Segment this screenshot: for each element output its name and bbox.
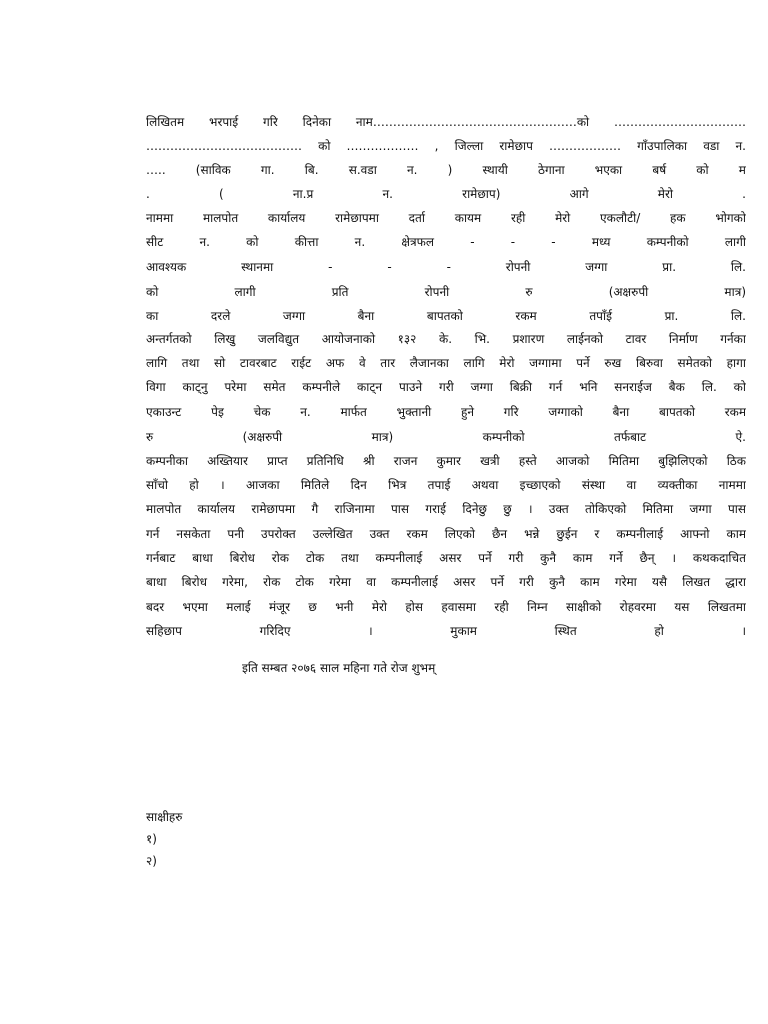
paragraph-line-14: रु (अक्षरुपी मात्र) कम्पनीको तर्फबाट ऐ. — [146, 430, 746, 444]
paragraph-line-20: बाधा बिरोध गरेमा, रोक टोक गरेमा वा कम्पनीलाई असर पर्ने गरी कुनै काम गरेमा यसै लिखत द्धारा — [146, 575, 746, 589]
paragraph-line-1: लिखितम भरपाई गरि दिनेका नाम……………………………………………को …………………………… — [146, 115, 746, 129]
paragraph-line-10: अन्तर्गतको लिखु जलविद्युत आयोजनाको १३२ के. भि. प्रशारण लाईनको टावर निर्माण गर्नका — [146, 332, 746, 346]
witnesses-heading: साक्षीहरु — [146, 810, 183, 824]
paragraph-line-4: . ( ना.प्र न. रामेछाप) आगे मेरो . — [146, 187, 746, 201]
paragraph-line-12: विगा काट्नु परेमा समेत कम्पनीले काट्न पाउने गरी जग्गा बिक्री गर्न भनि सनराईज बैक लि. को — [146, 380, 746, 394]
paragraph-line-6: सीट न. को कीत्ता न. क्षेत्रफल - - - मध्य कम्पनीको लागी — [146, 235, 746, 249]
paragraph-line-18: गर्न नसकेता पनी उपरोक्त उल्लेखित उक्त रकम लिएको छैन भन्ने छुईन र कम्पनीलाई आफ्नो काम — [146, 527, 746, 541]
paragraph-line-11: लागि तथा सो टावरबाट राईट अफ वे तार लैजानका लागि मेरो जग्गामा पर्ने रुख बिरुवा समेतको हागा — [146, 356, 746, 370]
paragraph-line-21: बदर भएमा मलाई मंजूर छ भनी मेरो होस हवासमा रही निम्न साक्षीको रोहवरमा यस लिखतमा — [146, 600, 746, 614]
closing-line: इति सम्बत २०७६ साल महिना गते रोज शुभम् — [242, 661, 436, 675]
paragraph-line-15: कम्पनीका अख्तियार प्राप्त प्रतिनिधि श्री राजन कुमार खत्री हस्ते आजको मितिमा बुझिलिएको ठिक — [146, 454, 746, 468]
paragraph-line-2: ………………………………… को ……………… , जिल्ला रामेछाप ……………… गाँउपालिका वडा न. — [146, 139, 746, 153]
paragraph-line-8: को लागी प्रति रोपनी रु (अक्षरुपी मात्र) — [146, 285, 746, 299]
paragraph-line-9: का दरले जग्गा बैना बापतको रकम तपाँई प्रा. लि. — [146, 309, 746, 323]
paragraph-line-17: मालपोत कार्यालय रामेछापमा गै राजिनामा पास गराई दिनेछु छु । उक्त तोकिएको मितिमा जग्गा पास — [146, 502, 746, 516]
paragraph-line-19: गर्नबाट बाधा बिरोध रोक टोक तथा कम्पनीलाई असर पर्ने गरी कुनै काम गर्ने छैन् । कथकदाचित — [146, 551, 746, 565]
paragraph-line-3: ….. (साविक गा. बि. स.वडा न. ) स्थायी ठेगाना भएका बर्ष को म — [146, 163, 746, 177]
paragraph-line-7: आवश्यक स्थानमा - - - रोपनी जग्गा प्रा. लि. — [146, 260, 746, 274]
witness-item-1: १) — [146, 832, 157, 846]
paragraph-line-22: सहिछाप गरिदिए । मुकाम स्थित हो । — [146, 624, 746, 638]
paragraph-line-13: एकाउन्ट पेइ चेक न. मार्फत भुक्तानी हुने गरि जग्गाको बैना बापतको रकम — [146, 405, 746, 419]
paragraph-line-5: नाममा मालपोत कार्यालय रामेछापमा दर्ता कायम रही मेरो एकलौटी/ हक भोगको — [146, 211, 746, 225]
witness-item-2: २) — [146, 854, 157, 868]
paragraph-line-16: साँचो हो । आजका मितिले दिन भित्र तपाई अथवा इच्छाएको संस्था वा व्यक्तीका नाममा — [146, 478, 746, 492]
